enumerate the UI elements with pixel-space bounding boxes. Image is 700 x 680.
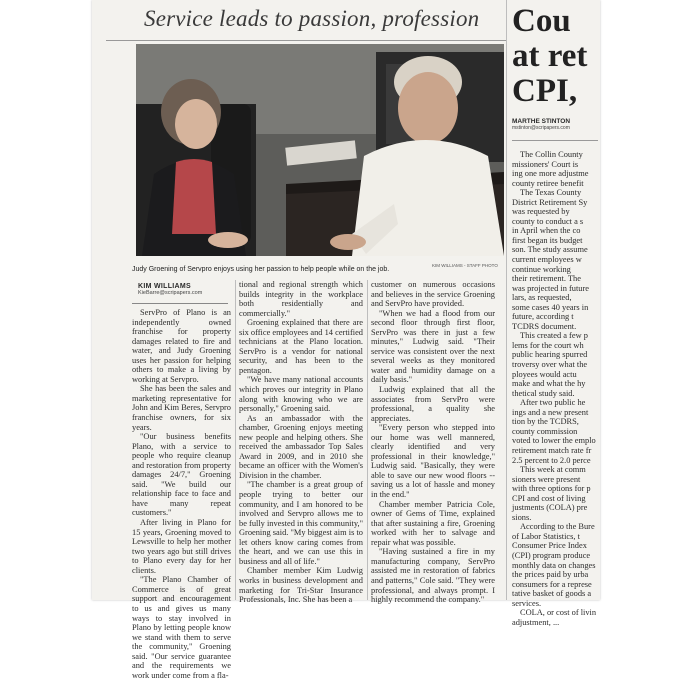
adjacent-text-line: COLA, or cost of livin bbox=[520, 608, 597, 618]
adjacent-text-line: their retirement. The bbox=[512, 274, 581, 284]
paragraph: "Every person who stepped into our home was well mannered, clearly identified and very professional in their knowledge," Ludwig said. "Basically, they were able to save our new wood floors -- saving us a lot of hassle and money in the end." bbox=[371, 423, 495, 500]
adjacent-article bbox=[512, 0, 600, 627]
adjacent-text-line: continue working bbox=[512, 264, 571, 274]
byline-name: KIM WILLIAMS bbox=[138, 283, 191, 290]
paragraph: "We have many national accounts which proves our integrity in Plano along with knowing who we are personally," Groening said. bbox=[239, 375, 363, 414]
adjacent-text-line: make and what the hy bbox=[512, 379, 586, 389]
adjacent-text-line: some cases 40 years in bbox=[512, 302, 589, 312]
adjacent-text-line: current employees w bbox=[512, 255, 582, 265]
adjacent-text-line: Consumer Price Index bbox=[512, 541, 587, 551]
adjacent-text-line: ployees would actu bbox=[512, 369, 577, 379]
byline-rule bbox=[132, 303, 228, 304]
photo-caption: Judy Groening of Servpro enjoys using her passion to help people while on the job. bbox=[132, 266, 390, 273]
paragraph: customer on numerous occasions and believes in the service Groening and ServPro have provided. bbox=[371, 280, 495, 309]
paragraph: Chamber member Patricia Cole, owner of Gems of Time, explained that after sustaining a fire, Groening worked with her to salvage and repair what was possible. bbox=[371, 499, 495, 547]
adjacent-text-line: tion by the TCDRS, bbox=[512, 417, 579, 427]
story-photo bbox=[136, 44, 504, 256]
article-column-3 bbox=[371, 280, 495, 605]
adjacent-headline-line: Cou bbox=[512, 3, 571, 39]
adjacent-headline-line: CPI, bbox=[512, 73, 578, 109]
adjacent-text-line: (CPI) program produce bbox=[512, 550, 591, 560]
paragraph: tional and regional strength which builds integrity in the workplace both residentially and commercially." bbox=[239, 280, 363, 318]
column-divider bbox=[235, 280, 236, 600]
adjacent-text-line: county commission bbox=[512, 426, 578, 436]
adjacent-text-line: sioners were present bbox=[512, 474, 581, 484]
adjacent-text-line: was requested by bbox=[512, 207, 570, 217]
article-column-1 bbox=[132, 308, 231, 680]
adjacent-byline bbox=[512, 118, 570, 131]
adjacent-text-line: ing one more adjustme bbox=[512, 169, 589, 179]
paragraph: Groening explained that there are six office employees and 14 certified technicians at the Plano location. ServPro is a vendor for national security, and has been to the pentagon. bbox=[239, 318, 363, 375]
adjacent-text-line: was projected in future bbox=[512, 283, 589, 293]
adjacent-text-line: sions. bbox=[512, 512, 532, 522]
adjacent-text-line: future, according t bbox=[512, 312, 574, 322]
paragraph: As an ambassador with the chamber, Groening enjoys meeting new people and helping others. She received the ambassador Top Sales Award in 2009, and in 2010 she became an officer with the Women's Division in the chamber. bbox=[239, 413, 363, 480]
paragraph: Chamber member Kim Ludwig works in business development and marketing for Tri-Star Insurance Professionals, Inc. She has been a bbox=[239, 566, 363, 605]
adjacent-text-line: CPI and cost of living bbox=[512, 493, 586, 503]
adjacent-text-line: public hearing spurred bbox=[512, 350, 588, 360]
adjacent-text-line: According to the Bure bbox=[520, 522, 595, 532]
byline bbox=[138, 283, 202, 296]
paragraph: "Having sustained a fire in my manufacturing company, ServPro assisted me in restoration of fabrics and patterns," Cole said. "They were professional, and always prompt. I highly recommend the company." bbox=[371, 547, 495, 605]
adjacent-text-line: TCDRS document. bbox=[512, 321, 577, 331]
adjacent-text-line: services. bbox=[512, 598, 542, 608]
adjacent-byline-email: mstinton@scripapers.com bbox=[512, 125, 570, 131]
adjacent-text-line: 2.5 percent to 2.0 perce bbox=[512, 455, 591, 465]
adjacent-headline bbox=[512, 4, 587, 109]
adjacent-text-line: tative basket of goods a bbox=[512, 589, 592, 599]
adjacent-text-line: first began its budget bbox=[512, 235, 583, 245]
adjacent-text-line: lems for the court wh bbox=[512, 340, 584, 350]
adjacent-text-line: monthly data on changes bbox=[512, 560, 596, 570]
article-column-2 bbox=[239, 280, 363, 605]
adjacent-text-line: consumers for a represe bbox=[512, 579, 592, 589]
headline: Service leads to passion, profession bbox=[144, 6, 480, 31]
paragraph: She has been the sales and marketing representative for John and Kim Beres, Servpro franchise owners, for six years. bbox=[132, 384, 231, 432]
photo-credit: KIM WILLIAMS - STAFF PHOTO bbox=[432, 263, 498, 268]
photo-illustration bbox=[136, 44, 504, 256]
adjacent-text-line: retirement match rate fr bbox=[512, 445, 592, 455]
paragraph: "When we had a flood from our second floor through first floor, ServPro was there in just a few minutes," Ludwig said. "Their service was consistent over the next several weeks as they monitored water and humidity damage on a daily basis." bbox=[371, 308, 495, 385]
adjacent-byline-name: MARTHE STINTON bbox=[512, 118, 571, 125]
adjacent-text-line: justments (COLA) pre bbox=[512, 503, 588, 513]
adjacent-text-line: The Collin County bbox=[520, 150, 583, 159]
adjacent-text-line: county to conduct a s bbox=[512, 216, 584, 226]
adjacent-text-line: ings and a new present bbox=[512, 407, 589, 417]
paragraph: "Our business benefits Plano, with a service to people who require cleanup and restoration from property damages 24/7," Groening said. "We build our relationship face to face and have many repeat customers." bbox=[132, 432, 231, 518]
adjacent-text-line: lars, as requested, bbox=[512, 293, 572, 303]
adjacent-text-line: voted to lower the emplo bbox=[512, 436, 596, 446]
paragraph: After living in Plano for 15 years, Groening moved to Lewsville to help her mother two years ago but still drives to Plano every day for her clients. bbox=[132, 518, 231, 575]
adjacent-text-line: with three options for p bbox=[512, 484, 591, 494]
adjacent-byline-rule bbox=[512, 140, 598, 141]
adjacent-headline-line: at ret bbox=[512, 38, 588, 74]
article-divider bbox=[506, 0, 507, 600]
paragraph: Ludwig explained that all the associates from ServPro were professional, a quality she appreciates. bbox=[371, 385, 495, 423]
adjacent-text-line: After two public he bbox=[520, 398, 586, 408]
adjacent-text-line: This created a few p bbox=[520, 331, 588, 341]
byline-email: KieBarre@scripapers.com bbox=[138, 290, 203, 296]
adjacent-text-line: county retiree benefit bbox=[512, 178, 584, 188]
adjacent-text-line: thetical study said. bbox=[512, 388, 575, 398]
adjacent-text-line: of Labor Statistics, t bbox=[512, 531, 580, 541]
adjacent-text-line: troversy over what the bbox=[512, 360, 588, 370]
adjacent-article-text bbox=[512, 150, 598, 627]
adjacent-text-line: The Texas County bbox=[520, 188, 582, 198]
adjacent-text-line: son. The study assume bbox=[512, 245, 588, 255]
paragraph: ServPro of Plano is an independently owned franchise for property damages related to fire and water, and Judy Groening uses her passion for helping others to make a living by working at Servpro. bbox=[132, 308, 231, 384]
adjacent-text-line: District Retirement Sy bbox=[512, 197, 588, 207]
adjacent-text-line: in April when the co bbox=[512, 226, 581, 236]
adjacent-text-line: missioners' Court is bbox=[512, 159, 579, 169]
adjacent-text-line: adjustment, ... bbox=[512, 617, 560, 627]
column-divider bbox=[367, 280, 368, 600]
paragraph: "The Plano Chamber of Commerce is of great support and encouragement to us and gives us many ways to stay involved in Plano by letting people know we stand with them to serve the community," Groening said. "Our service guarantee and the requirements we work under come from a fla- bbox=[132, 575, 231, 680]
paragraph: "The chamber is a great group of people trying to better our community, and I am honored to be involved and Servpro allows me to be fully invested in this community," Groening said. "My biggest aim is to let others know caring comes from the heart, and we can use this in business and all of life." bbox=[239, 480, 363, 566]
headline-rule bbox=[106, 40, 506, 41]
adjacent-text-line: the prices paid by urba bbox=[512, 570, 589, 580]
adjacent-text-line: This week at comm bbox=[520, 465, 586, 475]
newspaper-clipping bbox=[92, 0, 600, 680]
